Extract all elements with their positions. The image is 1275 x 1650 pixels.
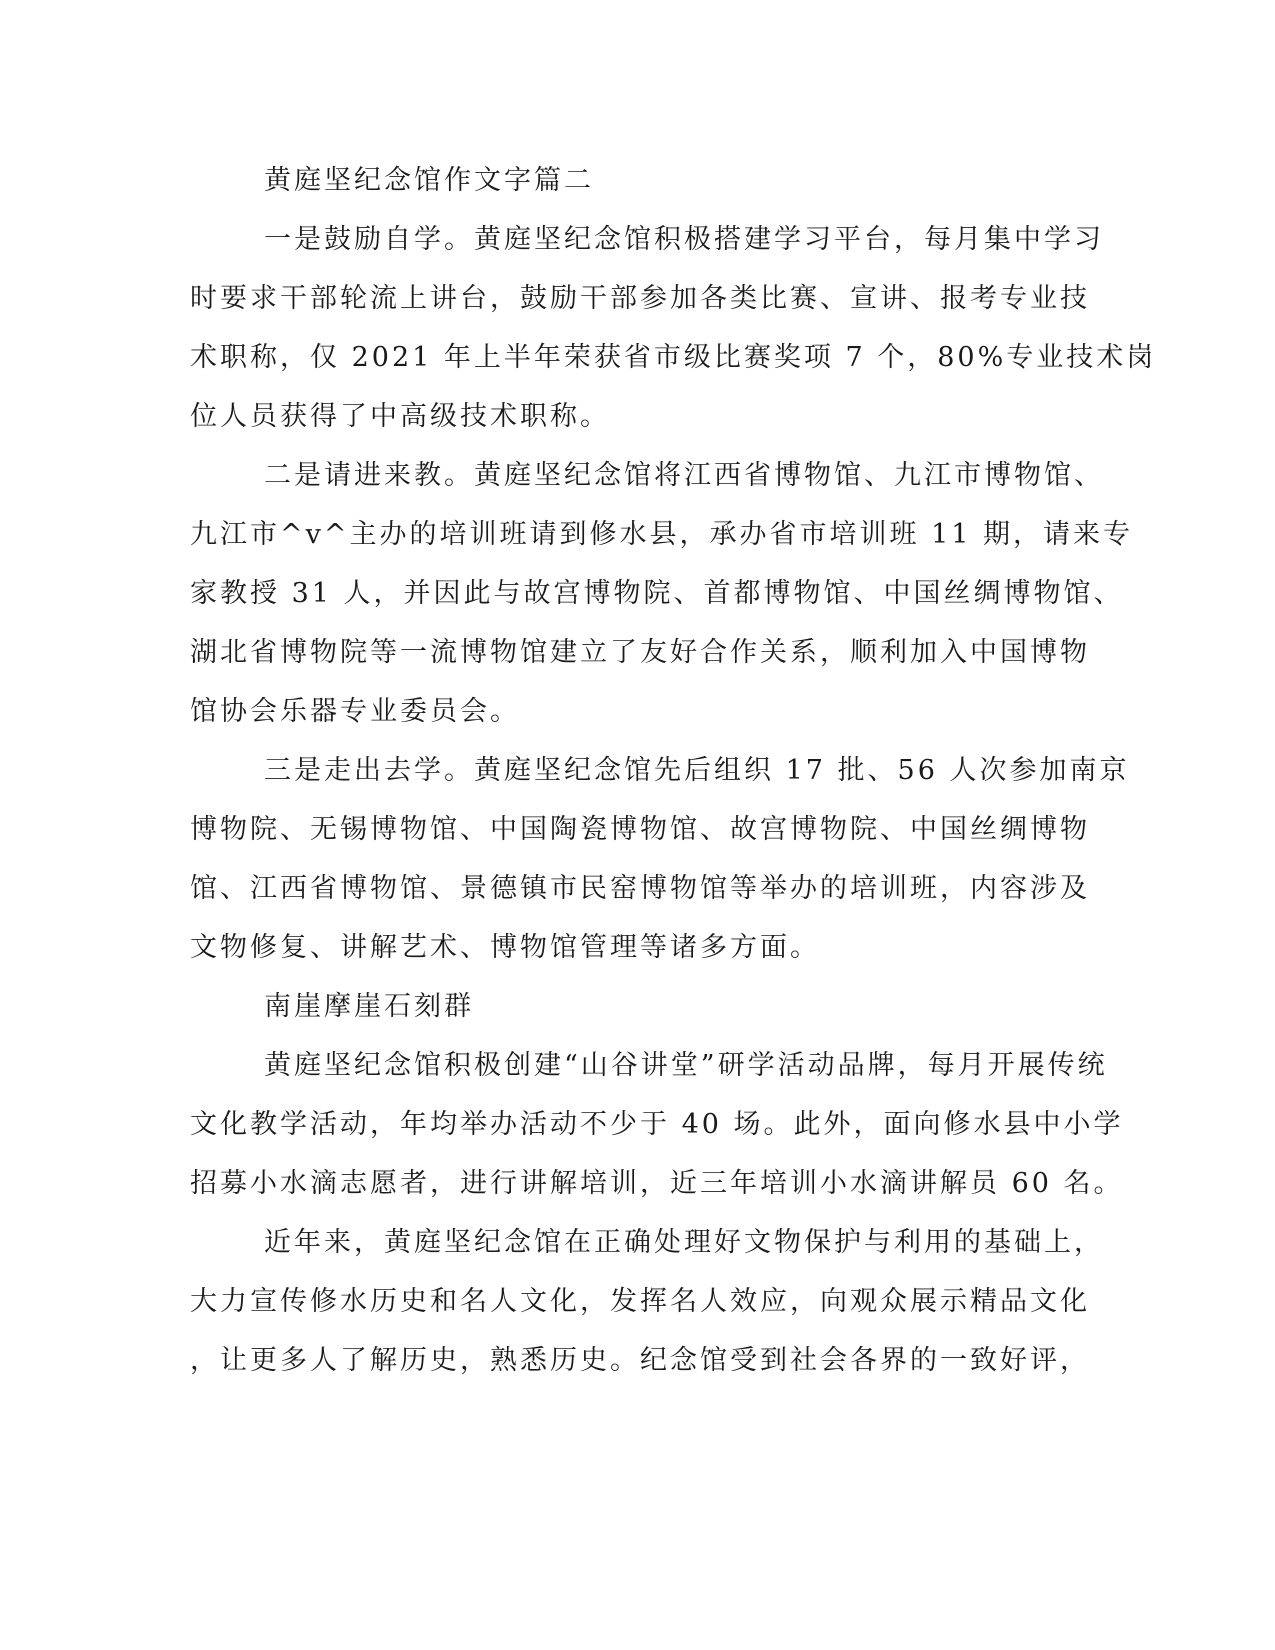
- paragraph-line: 湖北省博物院等一流博物馆建立了友好合作关系，顺利加入中国博物: [190, 637, 1090, 668]
- paragraph-line: 黄庭坚纪念馆积极创建“山谷讲堂”研学活动品牌，每月开展传统: [264, 1050, 1108, 1081]
- section-heading: 黄庭坚纪念馆作文字篇二: [264, 165, 594, 196]
- paragraph-line: 招募小水滴志愿者，进行讲解培训，近三年培训小水滴讲解员 60 名。: [190, 1168, 1124, 1199]
- paragraph-line: 文化教学活动，年均举办活动不少于 40 场。此外，面向修水县中小学: [190, 1109, 1124, 1140]
- paragraph-line: 馆、江西省博物馆、景德镇市民窑博物馆等举办的培训班，内容涉及: [190, 873, 1090, 904]
- paragraph-line: 位人员获得了中高级技术职称。: [190, 401, 610, 432]
- paragraph-line: 博物院、无锡博物馆、中国陶瓷博物馆、故宫博物院、中国丝绸博物: [190, 814, 1090, 845]
- paragraph-line: 大力宣传修水历史和名人文化，发挥名人效应，向观众展示精品文化: [190, 1286, 1090, 1317]
- paragraph-line: 九江市^v^主办的培训班请到修水县，承办省市培训班 11 期，请来专: [190, 519, 1134, 550]
- paragraph-line: 家教授 31 人，并因此与故宫博物院、首都博物馆、中国丝绸博物馆、: [190, 578, 1124, 609]
- paragraph-line: 三是走出去学。黄庭坚纪念馆先后组织 17 批、56 人次参加南京: [264, 755, 1130, 786]
- paragraph-line: 馆协会乐器专业委员会。: [190, 696, 520, 727]
- paragraph-line: ，让更多人了解历史，熟悉历史。纪念馆受到社会各界的一致好评，: [190, 1345, 1090, 1376]
- paragraph-line: 文物修复、讲解艺术、博物馆管理等诸多方面。: [190, 932, 820, 963]
- section-heading: 南崖摩崖石刻群: [264, 991, 474, 1022]
- paragraph-line: 时要求干部轮流上讲台，鼓励干部参加各类比赛、宣讲、报考专业技: [190, 283, 1090, 314]
- paragraph-line: 术职称，仅 2021 年上半年荣获省市级比赛奖项 7 个，80%专业技术岗: [190, 342, 1157, 373]
- paragraph-line: 二是请进来教。黄庭坚纪念馆将江西省博物馆、九江市博物馆、: [264, 460, 1104, 491]
- paragraph-line: 近年来，黄庭坚纪念馆在正确处理好文物保护与利用的基础上，: [264, 1227, 1104, 1258]
- paragraph-line: 一是鼓励自学。黄庭坚纪念馆积极搭建学习平台，每月集中学习: [264, 224, 1104, 255]
